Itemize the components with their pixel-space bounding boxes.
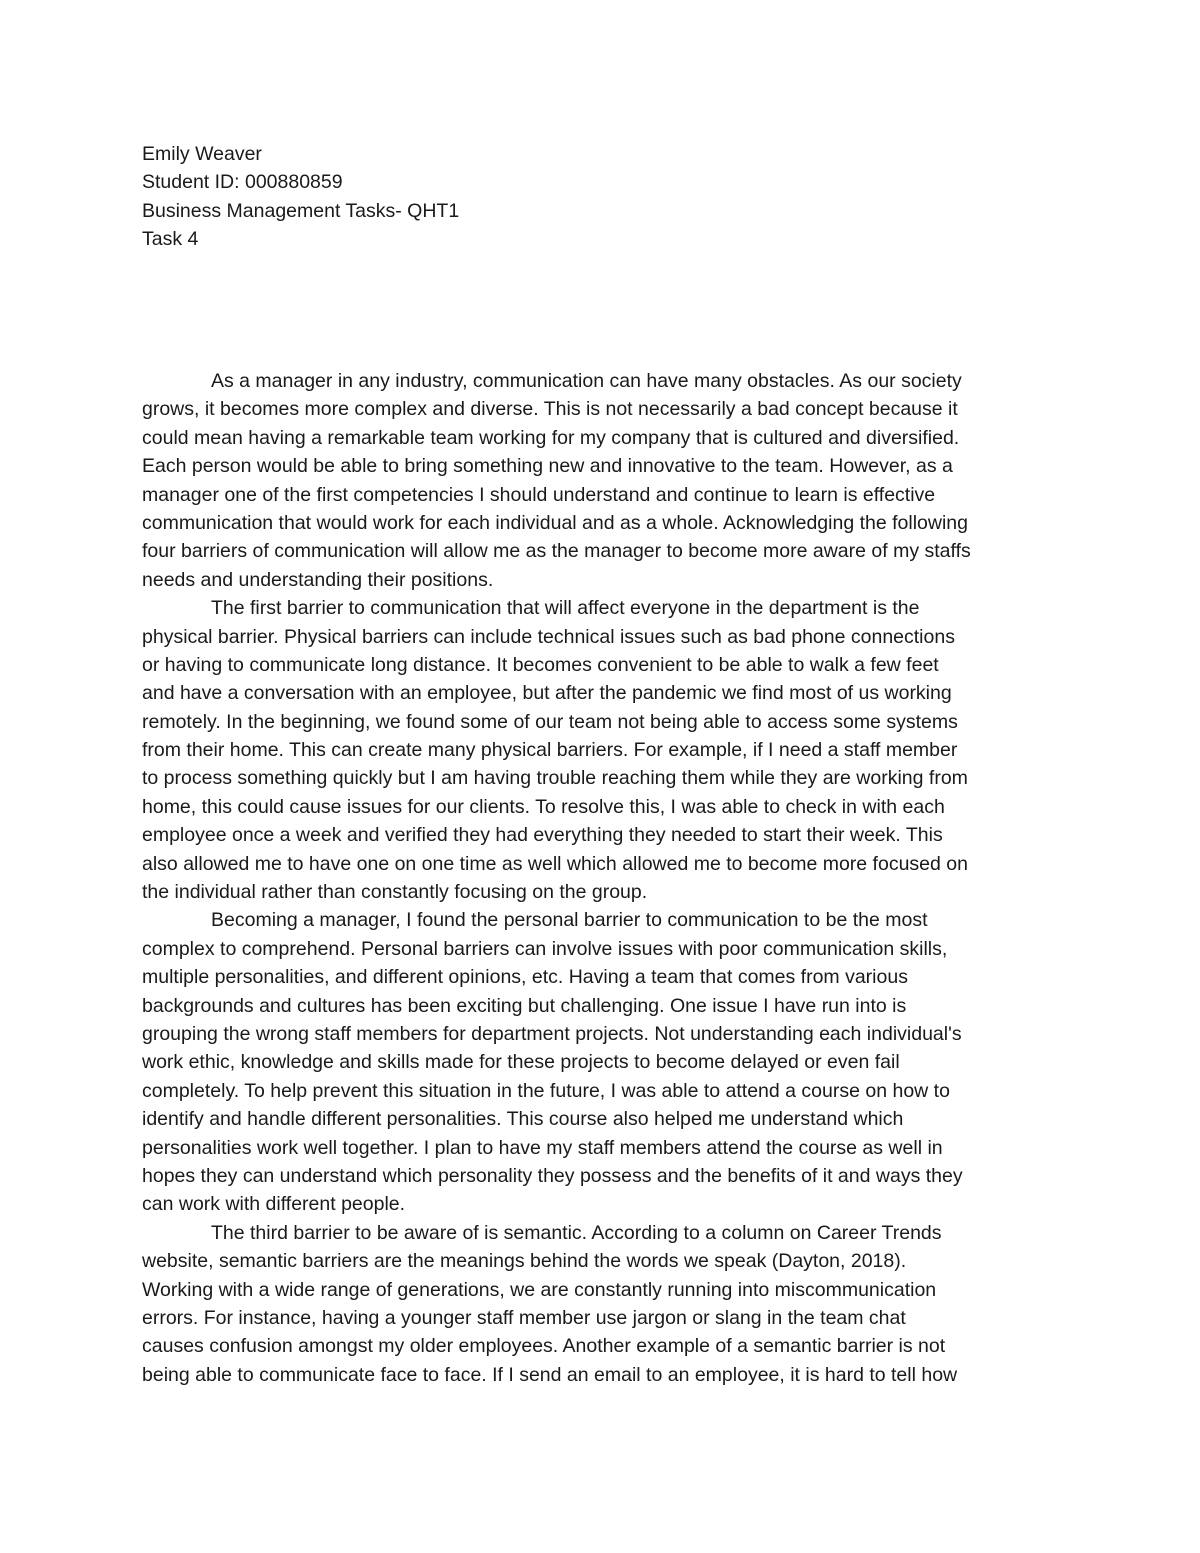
paragraph-line: manager one of the first competencies I should understand and continue to learn is effective <box>142 483 936 506</box>
paragraph <box>142 594 1062 906</box>
paragraph-line: As a manager in any industry, communication can have many obstacles. As our society <box>211 370 962 392</box>
paragraph-line: can work with different people. <box>142 1193 406 1216</box>
paragraph-line: Each person would be able to bring something new and innovative to the team. However, as a <box>142 455 953 478</box>
paragraph-line: Working with a wide range of generations, we are constantly running into miscommunication <box>142 1278 937 1301</box>
paragraph <box>142 367 1062 594</box>
paragraph-line: identify and handle different personalities. This course also helped me understand which <box>142 1108 904 1131</box>
paragraph-line: website, semantic barriers are the meanings behind the words we speak (Dayton, 2018). <box>142 1250 907 1273</box>
document-header <box>142 140 459 254</box>
paragraph-line: communication that would work for each individual and as a whole. Acknowledging the following <box>142 511 968 534</box>
paragraph-line: grouping the wrong staff members for department projects. Not understanding each individual's <box>142 1022 962 1045</box>
task-label: Task 4 <box>142 228 199 251</box>
paragraph-line: completely. To help prevent this situation in the future, I was able to attend a course on how to <box>142 1079 950 1102</box>
author-name: Emily Weaver <box>142 143 262 165</box>
paragraph-line: being able to communicate face to face. If I send an email to an employee, it is hard to tell how <box>142 1363 958 1386</box>
paragraph-line: four barriers of communication will allow me as the manager to become more aware of my staffs <box>142 540 971 563</box>
paragraph-line: physical barrier. Physical barriers can include technical issues such as bad phone connections <box>142 625 955 648</box>
paragraph-line: grows, it becomes more complex and diverse. This is not necessarily a bad concept because it <box>142 398 958 421</box>
paragraph-line: to process something quickly but I am having trouble reaching them while they are working from <box>142 767 968 790</box>
paragraph-line: work ethic, knowledge and skills made for these projects to become delayed or even fail <box>142 1051 900 1074</box>
paragraph-line: could mean having a remarkable team working for my company that is cultured and diversified. <box>142 426 960 449</box>
paragraph-line: remotely. In the beginning, we found some of our team not being able to access some systems <box>142 710 958 733</box>
paragraph-line: backgrounds and cultures has been exciting but challenging. One issue I have run into is <box>142 994 907 1017</box>
paragraph-line: multiple personalities, and different opinions, etc. Having a team that comes from various <box>142 966 908 989</box>
essay-body <box>142 367 1062 1389</box>
student-id: Student ID: 000880859 <box>142 171 343 194</box>
paragraph-line: personalities work well together. I plan to have my staff members attend the course as well in <box>142 1136 943 1159</box>
paragraph-line: from their home. This can create many physical barriers. For example, if I need a staff member <box>142 739 958 762</box>
paragraph <box>142 906 1062 1218</box>
paragraph-line: The third barrier to be aware of is semantic. According to a column on Career Trends <box>211 1221 942 1244</box>
paragraph-line: or having to communicate long distance. It becomes convenient to be able to walk a few feet <box>142 653 939 676</box>
paragraph-line: The first barrier to communication that will affect everyone in the department is the <box>211 597 920 620</box>
paragraph-line: Becoming a manager, I found the personal barrier to communication to be the most <box>211 909 928 932</box>
paragraph-line: home, this could cause issues for our clients. To resolve this, I was able to check in with each <box>142 795 945 818</box>
course-title: Business Management Tasks- QHT1 <box>142 199 460 222</box>
paragraph-line: causes confusion amongst my older employees. Another example of a semantic barrier is not <box>142 1335 946 1358</box>
paragraph-line: needs and understanding their positions. <box>142 568 494 591</box>
paragraph-line: and have a conversation with an employee, but after the pandemic we find most of us working <box>142 682 952 705</box>
paragraph-line: the individual rather than constantly focusing on the group. <box>142 881 648 904</box>
paragraph-line: errors. For instance, having a younger staff member use jargon or slang in the team chat <box>142 1306 906 1329</box>
paragraph-line: also allowed me to have one on one time as well which allowed me to become more focused on <box>142 852 968 875</box>
paragraph-line: complex to comprehend. Personal barriers can involve issues with poor communication skills, <box>142 937 948 960</box>
paragraph-line: employee once a week and verified they had everything they needed to start their week. This <box>142 824 943 847</box>
paragraph-line: hopes they can understand which personality they possess and the benefits of it and ways they <box>142 1164 963 1187</box>
paragraph <box>142 1219 1062 1389</box>
